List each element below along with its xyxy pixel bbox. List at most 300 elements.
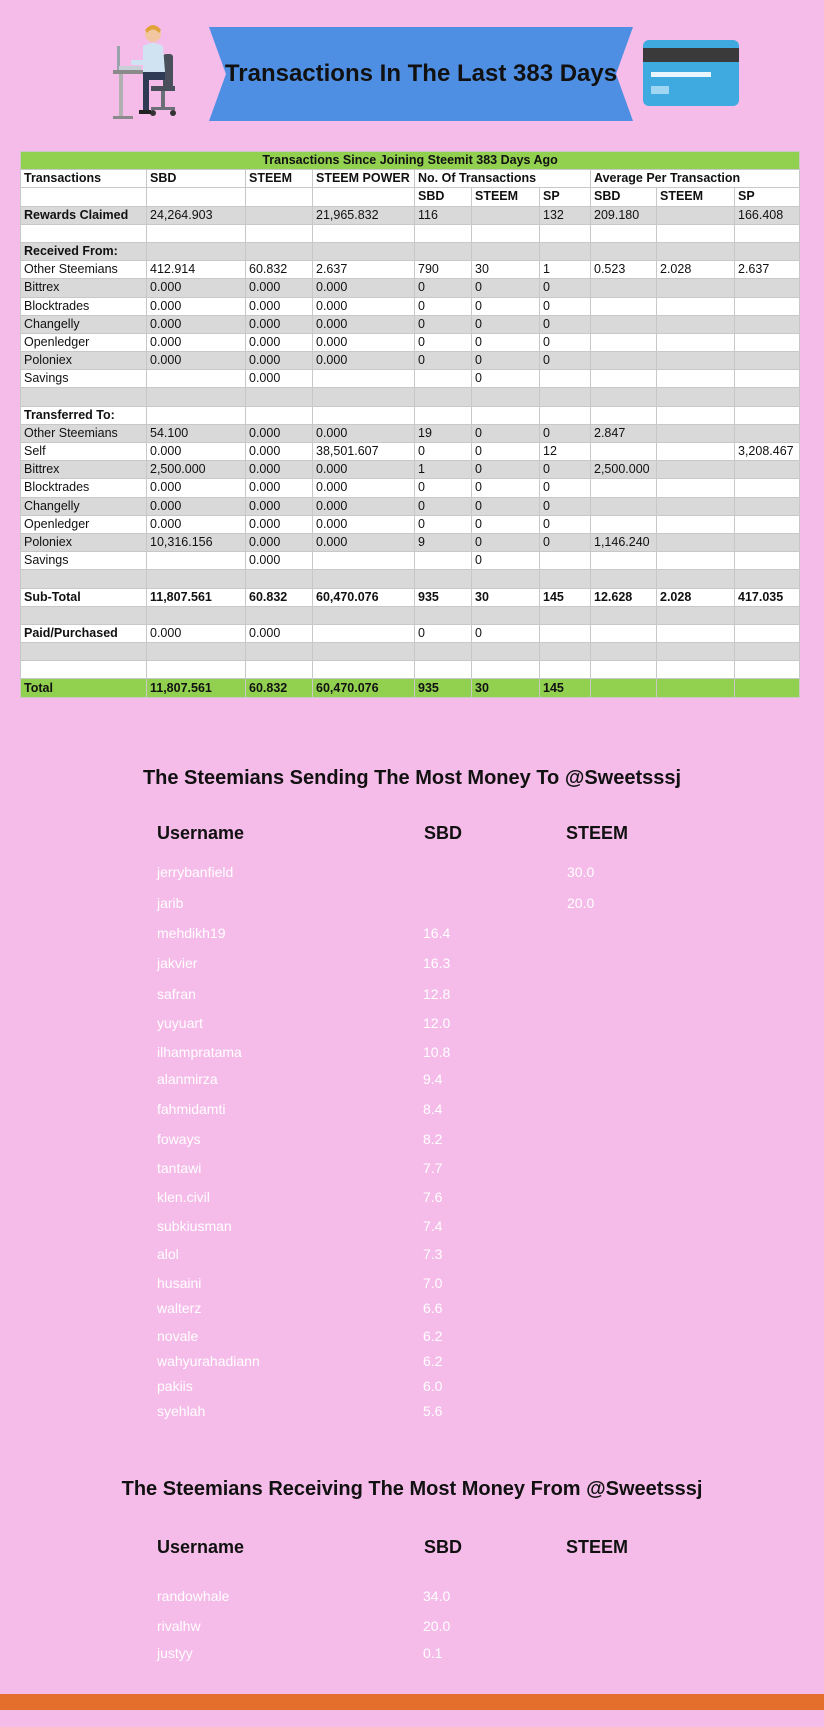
table-cell: [591, 479, 657, 497]
table-header-cell: SP: [735, 188, 800, 206]
table-cell: 417.035: [735, 588, 800, 606]
table-cell: 60.832: [246, 588, 313, 606]
table-cell: [313, 570, 415, 588]
senders-username: klen.civil: [157, 1189, 210, 1205]
table-cell: [657, 679, 735, 697]
table-cell: [657, 242, 735, 260]
page-title: Transactions In The Last 383 Days: [224, 60, 618, 87]
table-cell: 0: [472, 279, 540, 297]
table-cell: 0: [472, 461, 540, 479]
page-header: [0, 0, 824, 125]
senders-sbd-value: 7.3: [423, 1246, 443, 1262]
senders-sbd-value: 12.8: [423, 986, 451, 1002]
table-cell: [246, 224, 313, 242]
table-cell: 412.914: [147, 261, 246, 279]
table-cell: [591, 388, 657, 406]
table-cell: 0: [472, 479, 540, 497]
table-cell: [591, 297, 657, 315]
table-cell: [415, 370, 472, 388]
senders-sbd-value: 8.2: [423, 1131, 443, 1147]
table-row: [21, 679, 800, 697]
table-cell: 60.832: [246, 679, 313, 697]
table-cell: [472, 242, 540, 260]
table-cell: [540, 552, 591, 570]
table-cell: 30: [472, 679, 540, 697]
table-cell: 30: [472, 588, 540, 606]
row-label: [21, 606, 147, 624]
table-row: [21, 588, 800, 606]
table-cell: [735, 424, 800, 442]
table-cell: [313, 661, 415, 679]
table-cell: [147, 370, 246, 388]
senders-username: tantawi: [157, 1160, 202, 1176]
table-row: [21, 388, 800, 406]
table-cell: 0: [540, 297, 591, 315]
senders-username: wahyurahadiann: [157, 1353, 260, 1369]
table-cell: 60,470.076: [313, 588, 415, 606]
table-cell: 1,146.240: [591, 533, 657, 551]
table-cell: 2,500.000: [147, 461, 246, 479]
table-cell: 0: [540, 279, 591, 297]
table-header-cell: SBD: [591, 188, 657, 206]
table-cell: [591, 333, 657, 351]
senders-username: alol: [157, 1246, 179, 1262]
table-title: Transactions Since Joining Steemit 383 Days Ago: [21, 152, 800, 170]
table-cell: [657, 533, 735, 551]
table-cell: [147, 388, 246, 406]
table-cell: 0.000: [313, 279, 415, 297]
receivers-sbd-value: 20.0: [423, 1618, 451, 1634]
senders-sbd-value: 6.0: [423, 1378, 443, 1394]
table-cell: 11,807.561: [147, 588, 246, 606]
table-cell: [147, 552, 246, 570]
table-cell: 9: [415, 533, 472, 551]
table-cell: [735, 515, 800, 533]
table-cell: 0: [415, 497, 472, 515]
table-cell: [415, 552, 472, 570]
table-cell: 2.637: [735, 261, 800, 279]
table-cell: [657, 661, 735, 679]
table-cell: [657, 388, 735, 406]
table-row: [21, 661, 800, 679]
senders-title: The Steemians Sending The Most Money To @Sweetsssj: [142, 767, 682, 789]
row-label: Self: [21, 443, 147, 461]
table-cell: [591, 643, 657, 661]
table-row: [21, 406, 800, 424]
table-cell: [735, 461, 800, 479]
table-cell: 0.000: [246, 443, 313, 461]
senders-username: foways: [157, 1131, 201, 1147]
table-cell: 0.000: [147, 279, 246, 297]
senders-username: mehdikh19: [157, 925, 226, 941]
table-row: [21, 497, 800, 515]
table-row: [21, 242, 800, 260]
senders-sbd-value: 16.4: [423, 925, 451, 941]
table-cell: [735, 624, 800, 642]
table-cell: 0: [540, 352, 591, 370]
table-cell: [246, 242, 313, 260]
table-cell: [415, 224, 472, 242]
table-cell: [735, 679, 800, 697]
row-label: Openledger: [21, 515, 147, 533]
table-cell: [415, 406, 472, 424]
table-cell: [246, 570, 313, 588]
row-label: Poloniex: [21, 352, 147, 370]
table-cell: 0: [415, 279, 472, 297]
table-header-cell: Transactions: [21, 170, 147, 188]
senders-username: fahmidamti: [157, 1101, 226, 1117]
table-cell: [472, 570, 540, 588]
table-cell: 0.000: [246, 533, 313, 551]
table-row: [21, 533, 800, 551]
table-cell: [246, 643, 313, 661]
table-cell: 0.000: [313, 461, 415, 479]
table-cell: [415, 606, 472, 624]
table-cell: 0.523: [591, 261, 657, 279]
table-row: [21, 515, 800, 533]
table-cell: [657, 370, 735, 388]
table-cell: [735, 370, 800, 388]
table-cell: [472, 643, 540, 661]
table-cell: 0.000: [147, 315, 246, 333]
table-cell: [657, 297, 735, 315]
table-cell: [735, 406, 800, 424]
table-cell: 0: [415, 443, 472, 461]
row-label: [21, 388, 147, 406]
table-cell: [591, 224, 657, 242]
table-row: [21, 424, 800, 442]
table-cell: [591, 624, 657, 642]
table-cell: [540, 570, 591, 588]
table-cell: 0: [472, 533, 540, 551]
table-cell: 60,470.076: [313, 679, 415, 697]
table-cell: [735, 388, 800, 406]
table-cell: [313, 552, 415, 570]
table-cell: 30: [472, 261, 540, 279]
table-cell: 0.000: [246, 479, 313, 497]
table-cell: [540, 406, 591, 424]
table-cell: [591, 370, 657, 388]
row-label: Transferred To:: [21, 406, 147, 424]
senders-username: novale: [157, 1328, 199, 1344]
table-cell: 0.000: [147, 443, 246, 461]
row-label: [21, 661, 147, 679]
table-cell: 0.000: [147, 352, 246, 370]
table-cell: [147, 661, 246, 679]
table-row: [21, 224, 800, 242]
table-cell: 790: [415, 261, 472, 279]
senders-sbd-value: 7.7: [423, 1160, 443, 1176]
table-row: [21, 370, 800, 388]
table-row: [21, 606, 800, 624]
table-cell: [735, 279, 800, 297]
table-cell: [472, 406, 540, 424]
row-label: Received From:: [21, 242, 147, 260]
table-row: [21, 315, 800, 333]
footer-bar: [0, 1694, 824, 1710]
table-cell: 2,500.000: [591, 461, 657, 479]
row-label: Savings: [21, 552, 147, 570]
table-cell: 0: [415, 297, 472, 315]
table-header-cell: SBD: [147, 170, 246, 188]
table-header-cell: STEEM: [472, 188, 540, 206]
senders-username: jarib: [157, 895, 184, 911]
senders-sbd-value: 10.8: [423, 1044, 451, 1060]
table-cell: [735, 570, 800, 588]
table-cell: [540, 661, 591, 679]
table-header-cell: STEEM: [657, 188, 735, 206]
table-cell: 0.000: [246, 279, 313, 297]
senders-username-header: Username: [157, 823, 245, 843]
table-cell: 0: [540, 479, 591, 497]
senders-sbd-header: SBD: [424, 823, 463, 843]
table-cell: 0.000: [313, 424, 415, 442]
table-cell: 19: [415, 424, 472, 442]
table-cell: 0: [472, 370, 540, 388]
table-cell: 11,807.561: [147, 679, 246, 697]
table-cell: [591, 552, 657, 570]
table-cell: [147, 570, 246, 588]
table-cell: 0: [472, 333, 540, 351]
table-cell: 1: [540, 261, 591, 279]
table-header-cell: [246, 188, 313, 206]
senders-sbd-value: 9.4: [423, 1071, 443, 1087]
table-cell: [735, 606, 800, 624]
row-label: Blocktrades: [21, 297, 147, 315]
table-title-row: [21, 152, 800, 170]
senders-steem-value: 20.0: [567, 895, 595, 911]
table-cell: [472, 606, 540, 624]
receivers-sbd-value: 34.0: [423, 1588, 451, 1604]
row-label: [21, 224, 147, 242]
table-cell: 2.028: [657, 588, 735, 606]
table-cell: [657, 606, 735, 624]
table-cell: 145: [540, 588, 591, 606]
table-cell: [657, 624, 735, 642]
senders-username: pakiis: [157, 1378, 193, 1394]
table-cell: [591, 606, 657, 624]
table-cell: 0.000: [313, 515, 415, 533]
table-cell: 0.000: [147, 624, 246, 642]
table-cell: 24,264.903: [147, 206, 246, 224]
senders-sbd-value: 7.6: [423, 1189, 443, 1205]
table-cell: [147, 224, 246, 242]
table-cell: [246, 606, 313, 624]
senders-sbd-value: 6.2: [423, 1328, 443, 1344]
row-label: Changelly: [21, 315, 147, 333]
table-row: [21, 479, 800, 497]
table-header-cell: [313, 188, 415, 206]
table-cell: 0.000: [313, 297, 415, 315]
table-cell: [657, 552, 735, 570]
row-label: Sub-Total: [21, 588, 147, 606]
table-cell: 0: [540, 461, 591, 479]
table-cell: [657, 570, 735, 588]
table-cell: [735, 643, 800, 661]
receivers-username: justyy: [157, 1645, 193, 1661]
table-cell: 0.000: [246, 297, 313, 315]
table-cell: [540, 624, 591, 642]
table-header-cell: SBD: [415, 188, 472, 206]
row-label: Rewards Claimed: [21, 206, 147, 224]
table-cell: [735, 552, 800, 570]
table-cell: [313, 224, 415, 242]
table-cell: 0: [540, 333, 591, 351]
table-cell: [472, 224, 540, 242]
row-label: Other Steemians: [21, 424, 147, 442]
table-row: [21, 261, 800, 279]
table-cell: 209.180: [591, 206, 657, 224]
table-cell: 10,316.156: [147, 533, 246, 551]
table-header-cell: No. Of Transactions: [415, 170, 591, 188]
table-cell: 0.000: [246, 624, 313, 642]
table-row: [21, 552, 800, 570]
table-cell: [735, 352, 800, 370]
table-cell: 0.000: [246, 352, 313, 370]
table-cell: 0: [415, 352, 472, 370]
table-cell: [657, 479, 735, 497]
table-cell: [591, 570, 657, 588]
table-cell: 935: [415, 588, 472, 606]
table-cell: 0.000: [313, 352, 415, 370]
senders-username: syehlah: [157, 1403, 206, 1419]
senders-username: walterz: [157, 1300, 202, 1316]
table-cell: 0: [540, 424, 591, 442]
table-cell: 0.000: [246, 333, 313, 351]
table-cell: 60.832: [246, 261, 313, 279]
senders-sbd-value: 7.4: [423, 1218, 443, 1234]
table-header-cell: [21, 188, 147, 206]
table-cell: [313, 624, 415, 642]
table-cell: 0: [540, 497, 591, 515]
table-cell: [591, 515, 657, 533]
table-cell: 0: [472, 352, 540, 370]
senders-sbd-value: 5.6: [423, 1403, 443, 1419]
table-cell: [246, 406, 313, 424]
table-cell: 0.000: [313, 333, 415, 351]
table-cell: 0.000: [313, 479, 415, 497]
table-cell: [657, 461, 735, 479]
table-header-cell: Average Per Transaction: [591, 170, 800, 188]
table-cell: [313, 242, 415, 260]
table-cell: [657, 515, 735, 533]
senders-sbd-value: 6.2: [423, 1353, 443, 1369]
table-cell: 0.000: [313, 315, 415, 333]
table-cell: 0.000: [246, 552, 313, 570]
row-label: Blocktrades: [21, 479, 147, 497]
row-label: [21, 643, 147, 661]
table-cell: 0: [415, 624, 472, 642]
table-cell: [591, 661, 657, 679]
table-cell: 1: [415, 461, 472, 479]
table-cell: [591, 352, 657, 370]
table-header-cell: STEEM POWER: [313, 170, 415, 188]
table-cell: 116: [415, 206, 472, 224]
table-cell: [147, 406, 246, 424]
table-row: [21, 206, 800, 224]
table-cell: 0: [415, 479, 472, 497]
table-cell: 132: [540, 206, 591, 224]
table-row: [21, 443, 800, 461]
table-cell: 0.000: [147, 333, 246, 351]
table-cell: [147, 242, 246, 260]
table-cell: [591, 315, 657, 333]
table-cell: 0: [415, 315, 472, 333]
table-cell: [657, 333, 735, 351]
table-cell: 0: [472, 515, 540, 533]
table-cell: 0.000: [313, 497, 415, 515]
senders-username: alanmirza: [157, 1071, 218, 1087]
table-cell: [657, 424, 735, 442]
table-cell: 38,501.607: [313, 443, 415, 461]
senders-sbd-value: 7.0: [423, 1275, 443, 1291]
receivers-title: The Steemians Receiving The Most Money From @Sweetsssj: [121, 1478, 703, 1500]
table-cell: [657, 315, 735, 333]
senders-steem-value: 30.0: [567, 864, 595, 880]
receivers-sbd-header: SBD: [424, 1537, 463, 1557]
table-cell: 0: [472, 315, 540, 333]
table-cell: 145: [540, 679, 591, 697]
table-row: [21, 461, 800, 479]
table-cell: [313, 643, 415, 661]
table-cell: [540, 606, 591, 624]
receivers-username-header: Username: [157, 1537, 245, 1557]
table-cell: 12: [540, 443, 591, 461]
table-cell: [735, 315, 800, 333]
table-cell: [735, 533, 800, 551]
table-cell: [246, 206, 313, 224]
row-label: Changelly: [21, 497, 147, 515]
table-cell: 0.000: [246, 424, 313, 442]
senders-username: ilhampratama: [157, 1044, 242, 1060]
senders-sbd-value: 12.0: [423, 1015, 451, 1031]
transactions-table: [20, 151, 800, 698]
table-row: [21, 333, 800, 351]
table-cell: [313, 370, 415, 388]
table-cell: [735, 661, 800, 679]
receivers-steem-header: STEEM: [566, 1537, 629, 1557]
table-cell: 0: [540, 533, 591, 551]
receivers-username: randowhale: [157, 1588, 230, 1604]
table-cell: [657, 443, 735, 461]
table-cell: [657, 406, 735, 424]
table-cell: [735, 479, 800, 497]
senders-sbd-value: 6.6: [423, 1300, 443, 1316]
table-cell: 0.000: [246, 515, 313, 533]
table-cell: [313, 388, 415, 406]
table-cell: 21,965.832: [313, 206, 415, 224]
table-header-cell: SP: [540, 188, 591, 206]
table-row: [21, 643, 800, 661]
table-cell: [591, 242, 657, 260]
table-cell: [246, 661, 313, 679]
table-cell: 166.408: [735, 206, 800, 224]
table-cell: [591, 406, 657, 424]
row-label: Other Steemians: [21, 261, 147, 279]
row-label: [21, 570, 147, 588]
table-cell: [657, 224, 735, 242]
table-header-cell: [147, 188, 246, 206]
table-cell: [735, 297, 800, 315]
row-label: Bittrex: [21, 279, 147, 297]
table-cell: [147, 606, 246, 624]
senders-username: jerrybanfield: [157, 864, 234, 880]
table-cell: [313, 406, 415, 424]
table-header-row: [21, 170, 800, 188]
table-cell: [591, 443, 657, 461]
table-row: [21, 297, 800, 315]
table-cell: [415, 661, 472, 679]
